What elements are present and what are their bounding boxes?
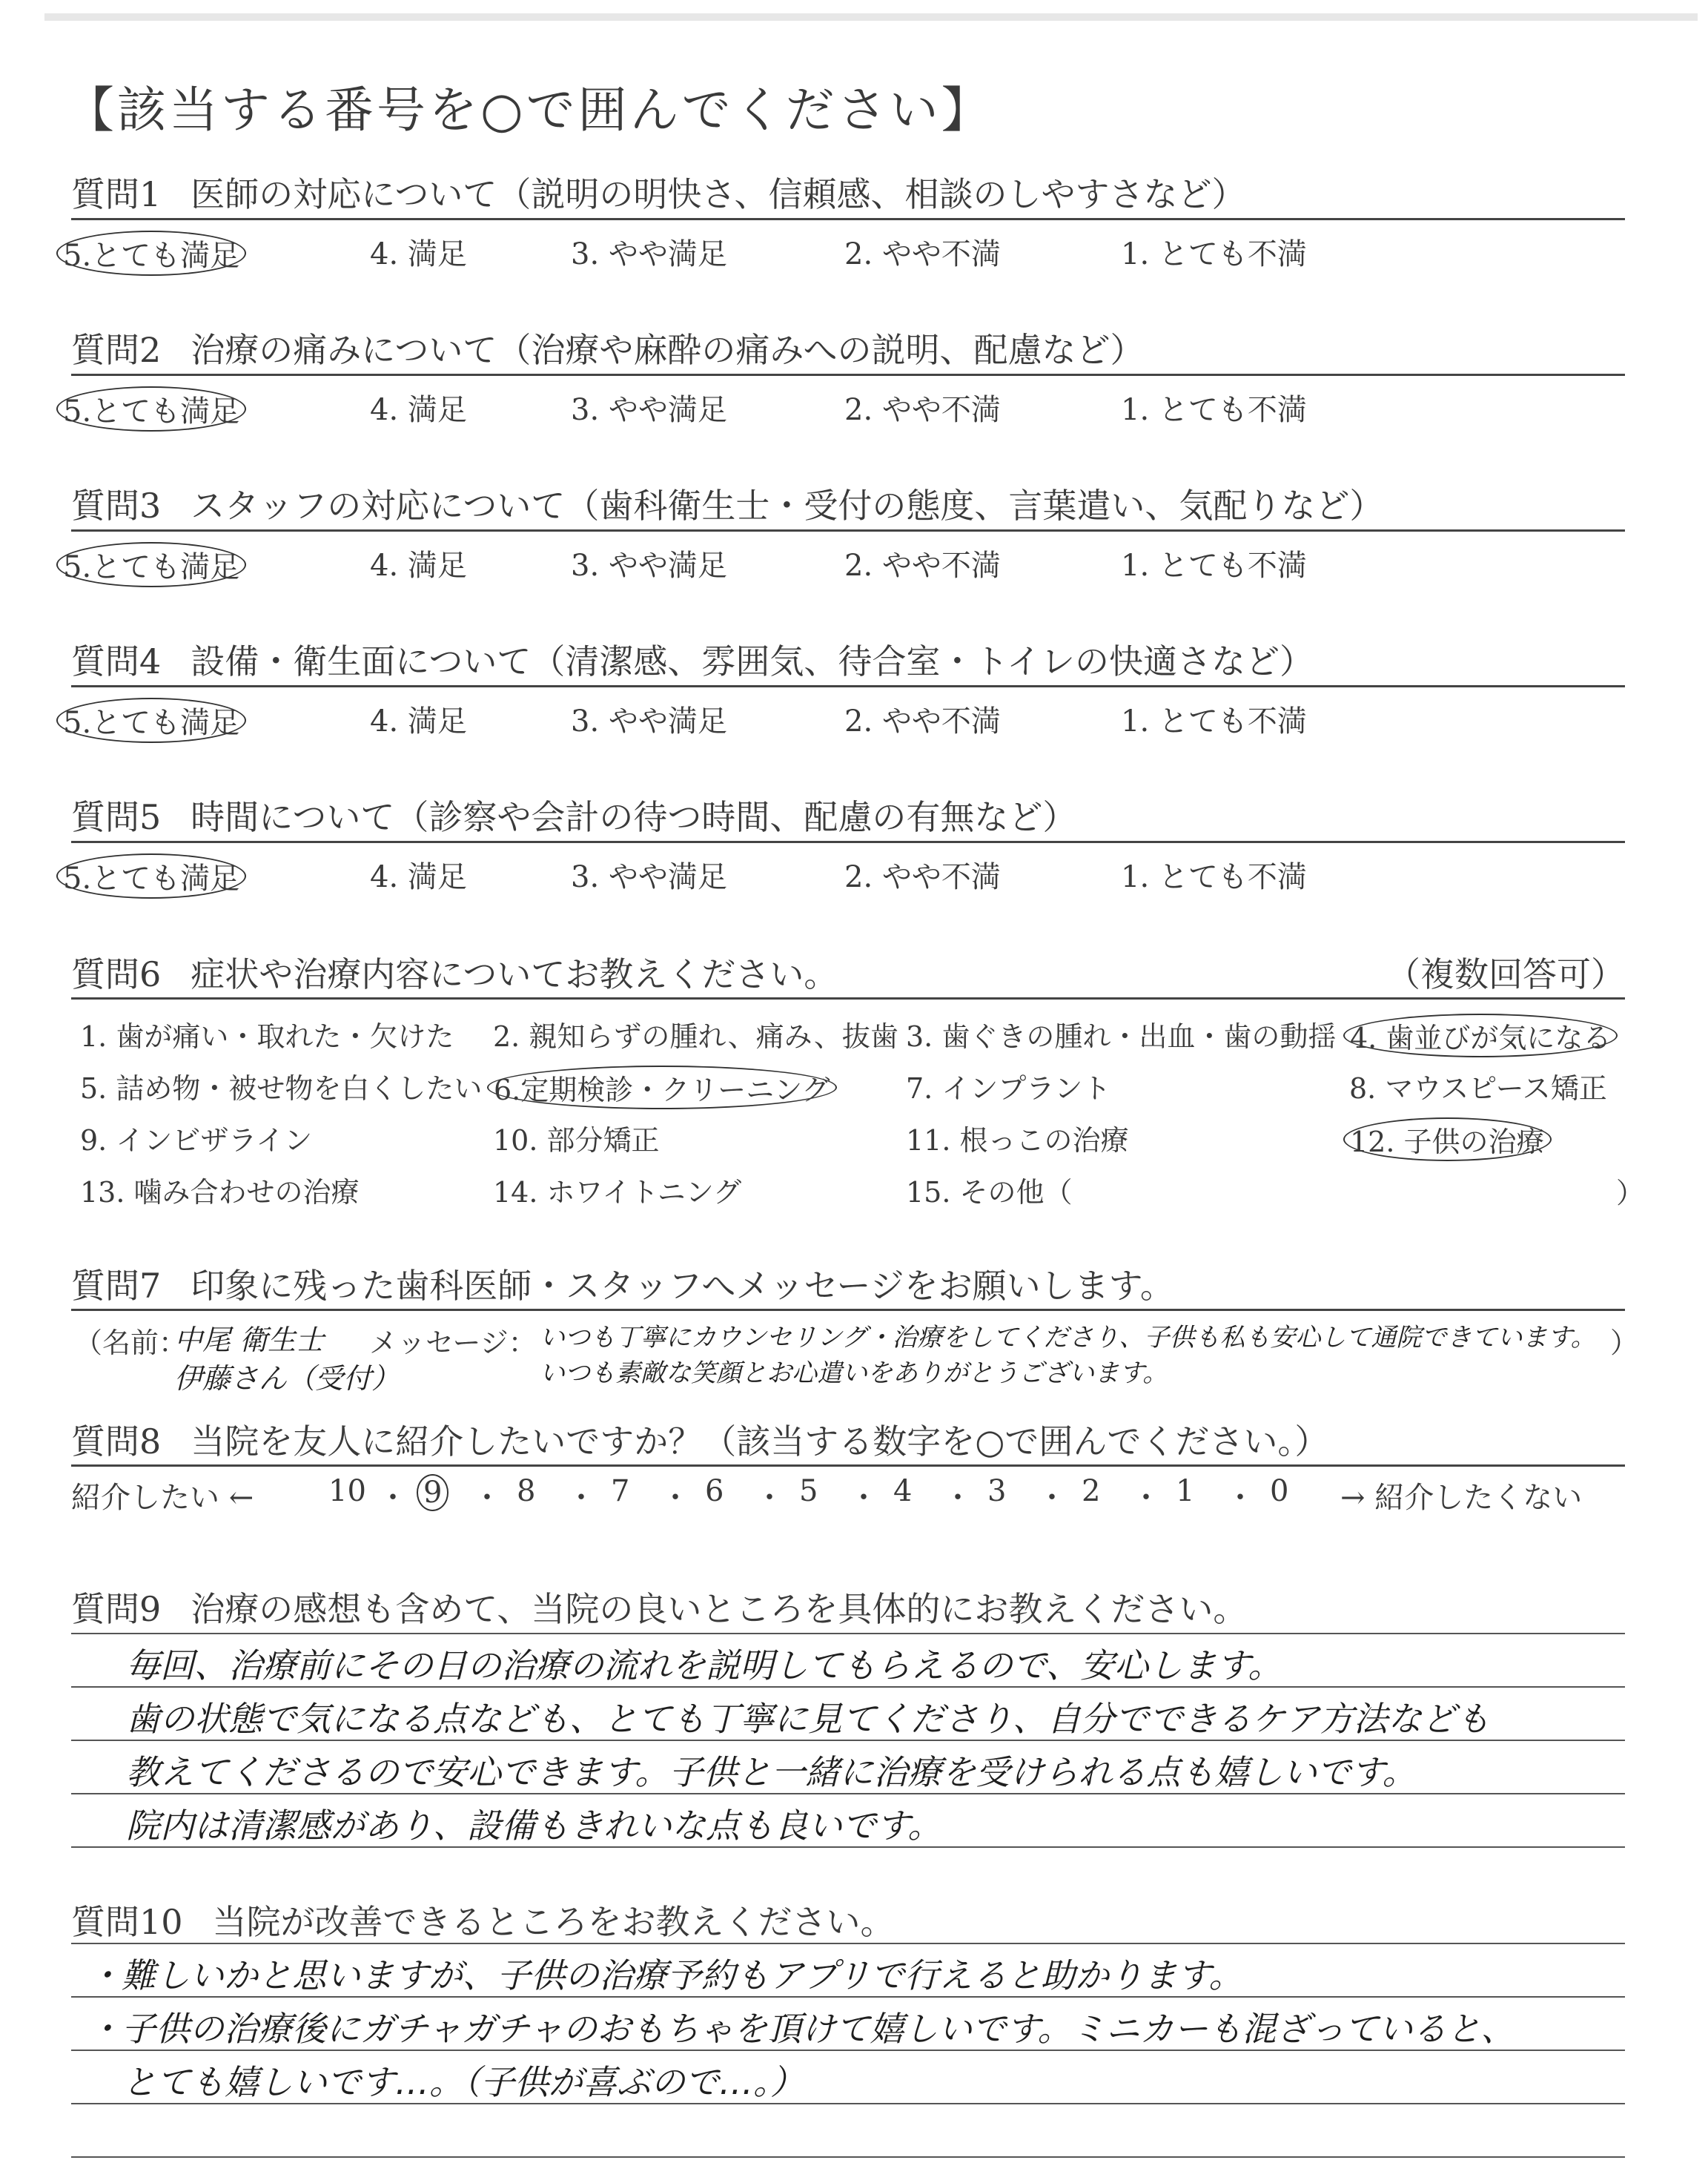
q5-option-5[interactable]: 5.とても満足 — [56, 853, 246, 899]
q7-heading — [71, 1259, 1174, 1308]
q6-option-6[interactable]: 6.定期検診・クリーニング — [487, 1066, 837, 1109]
q9-heading — [71, 1582, 1247, 1631]
q6-option-3[interactable]: 3. 歯ぐきの腫れ・出血・歯の動揺 — [906, 1020, 1337, 1053]
q8-scale-separator: ・ — [566, 1481, 596, 1515]
q7-number: 質問7 — [71, 1266, 162, 1306]
q9-ruled-line — [71, 1740, 1625, 1741]
q8-scale-separator: ・ — [661, 1481, 690, 1515]
q8-scale-6[interactable]: 6 — [705, 1474, 724, 1508]
q4-option-4[interactable]: 4. 満足 — [370, 704, 467, 739]
q6-option-4[interactable]: 4. 歯並びが気になる — [1343, 1014, 1618, 1057]
q1-heading — [71, 168, 1246, 217]
q5-option-1[interactable]: 1. とても不満 — [1121, 860, 1307, 894]
q10-ruled-line — [71, 1996, 1625, 1998]
q5-option-4[interactable]: 4. 満足 — [370, 860, 467, 894]
q7-message-label: メッセージ： — [369, 1327, 537, 1359]
q10-ruled-line — [71, 2103, 1625, 2104]
q6-option-1[interactable]: 1. 歯が痛い・取れた・欠けた — [80, 1020, 454, 1053]
q1-rule — [71, 218, 1625, 220]
q8-scale-separator: ・ — [1225, 1481, 1255, 1515]
q3-rule — [71, 529, 1625, 532]
q8-scale-8[interactable]: 8 — [517, 1474, 536, 1508]
q8-scale-1[interactable]: 1 — [1176, 1474, 1195, 1508]
q6-option-13[interactable]: 13. 噛み合わせの治療 — [80, 1176, 360, 1209]
q8-scale-7[interactable]: 7 — [611, 1474, 630, 1508]
q5-option-2[interactable]: 2. やや不満 — [844, 860, 1001, 894]
q3-heading — [71, 479, 1383, 528]
q2-text: 治療の痛みについて（治療や麻酔の痛みへの説明、配慮など） — [191, 330, 1145, 370]
q8-heading — [71, 1415, 1328, 1464]
q6-heading — [71, 948, 838, 997]
q7-message-2: いつも素敵な笑顔とお心遣いをありがとうございます。 — [540, 1358, 1168, 1388]
q1-option-5[interactable]: 5.とても満足 — [56, 231, 246, 276]
q3-option-5[interactable]: 5.とても満足 — [56, 542, 246, 587]
q8-text: 当院を友人に紹介したいですか？（該当する数字を○で囲んでください。） — [191, 1421, 1329, 1462]
q6-option-8[interactable]: 8. マウスピース矯正 — [1349, 1072, 1607, 1105]
q8-scale-separator: ・ — [943, 1481, 973, 1515]
q7-message-1: いつも丁寧にカウンセリング・治療をしてくださり、子供も私も安心して通院できています。 — [540, 1323, 1596, 1353]
q8-rule — [71, 1464, 1625, 1467]
q7-close-paren: ） — [1610, 1327, 1639, 1359]
q6-number: 質問6 — [71, 954, 162, 994]
q8-number: 質問8 — [71, 1421, 162, 1462]
q3-option-4[interactable]: 4. 満足 — [370, 549, 467, 583]
q9-ruled-line — [71, 1686, 1625, 1688]
q2-option-2[interactable]: 2. やや不満 — [844, 393, 1001, 427]
q9-answer-line-4: 院内は清潔感があり、設備もきれいな点も良いです。 — [126, 1806, 942, 1846]
q8-scale-5[interactable]: 5 — [799, 1474, 818, 1508]
q4-number: 質問4 — [71, 641, 162, 681]
q8-scale-separator: ・ — [1037, 1481, 1067, 1515]
page-top-edge — [44, 13, 1698, 21]
q8-scale-separator: ・ — [1131, 1481, 1161, 1515]
q9-answer-line-1: 毎回、治療前にその日の治療の流れを説明してもらえるので、安心します。 — [126, 1645, 1282, 1685]
q1-option-2[interactable]: 2. やや不満 — [844, 237, 1001, 271]
q8-scale-0[interactable]: 0 — [1270, 1474, 1289, 1508]
q2-options — [62, 386, 1619, 431]
q4-option-5[interactable]: 5.とても満足 — [56, 698, 246, 743]
q9-ruled-line — [71, 1633, 1625, 1634]
q9-ruled-line — [71, 1846, 1625, 1848]
q7-name-label: （名前： — [74, 1327, 188, 1359]
q4-option-2[interactable]: 2. やや不満 — [844, 704, 1001, 739]
q10-number: 質問10 — [71, 1902, 183, 1942]
q10-text: 当院が改善できるところをお教えください。 — [212, 1902, 895, 1942]
q10-heading — [71, 1895, 895, 1944]
q10-ruled-line — [71, 2156, 1625, 2158]
q2-number: 質問2 — [71, 330, 162, 370]
q6-option-9[interactable]: 9. インビザライン — [80, 1124, 313, 1157]
q1-text: 医師の対応について（説明の明快さ、信頼感、相談のしやすさなど） — [191, 174, 1246, 214]
q5-number: 質問5 — [71, 797, 162, 837]
q7-rule — [71, 1309, 1625, 1311]
q10-ruled-line — [71, 1943, 1625, 1944]
q8-scale-9[interactable]: 9 — [417, 1474, 448, 1511]
q5-text: 時間について（診察や会計の待つ時間、配慮の有無など） — [191, 797, 1077, 837]
q8-scale-2[interactable]: 2 — [1082, 1474, 1101, 1508]
q10-answer-line-3: とても嬉しいです…。（子供が喜ぶので…。） — [122, 2062, 804, 2102]
q6-option-7[interactable]: 7. インプラント — [906, 1072, 1111, 1105]
q1-option-1[interactable]: 1. とても不満 — [1121, 237, 1307, 271]
q3-options — [62, 542, 1619, 587]
q6-option-14[interactable]: 14. ホワイトニング — [493, 1176, 742, 1209]
q1-options — [62, 231, 1619, 275]
q6-option-2[interactable]: 2. 親知らずの腫れ、痛み、抜歯 — [493, 1020, 898, 1053]
q8-scale-10[interactable]: 10 — [328, 1474, 366, 1508]
q5-option-3[interactable]: 3. やや満足 — [571, 860, 727, 894]
q4-rule — [71, 685, 1625, 687]
q9-text: 治療の感想も含めて、当院の良いところを具体的にお教えください。 — [191, 1589, 1248, 1629]
q1-option-4[interactable]: 4. 満足 — [370, 237, 467, 271]
form-instruction-title: 【該当する番号を○で囲んでください】 — [65, 82, 993, 139]
q5-rule — [71, 841, 1625, 843]
q4-text: 設備・衛生面について（清潔感、雰囲気、待合室・トイレの快適さなど） — [191, 641, 1314, 681]
q3-option-1[interactable]: 1. とても不満 — [1121, 549, 1307, 583]
q7-text: 印象に残った歯科医師・スタッフへメッセージをお願いします。 — [191, 1266, 1174, 1306]
q6-rule — [71, 997, 1625, 1000]
q10-answer-line-1: ・難しいかと思いますが、子供の治療予約もアプリで行えると助かります。 — [87, 1955, 1243, 1995]
q2-heading — [71, 323, 1144, 372]
q6-multiple-note: （複数回答可） — [1386, 954, 1625, 994]
q8-scale-separator: ・ — [849, 1481, 878, 1515]
q8-left-label: 紹介したい ← — [71, 1481, 254, 1515]
q3-number: 質問3 — [71, 486, 162, 526]
q7-name-1: 中尾 衛生士 — [174, 1324, 325, 1356]
q8-scale-separator: ・ — [755, 1481, 784, 1515]
q10-answer-line-2: ・子供の治療後にガチャガチャのおもちゃを頂けて嬉しいです。ミニカーも混ざっていると、 — [87, 2009, 1515, 2049]
q4-heading — [71, 635, 1314, 684]
q5-options — [62, 853, 1619, 898]
q2-rule — [71, 374, 1625, 376]
q9-ruled-line — [71, 1793, 1625, 1794]
q2-option-3[interactable]: 3. やや満足 — [571, 393, 727, 427]
q6-option-15[interactable]: 15. その他（ — [906, 1176, 1073, 1209]
q6-option-10[interactable]: 10. 部分矯正 — [493, 1124, 660, 1157]
q4-option-3[interactable]: 3. やや満足 — [571, 704, 727, 739]
q7-name-2: 伊藤さん（受付） — [174, 1362, 400, 1395]
q2-option-1[interactable]: 1. とても不満 — [1121, 393, 1307, 427]
q10-ruled-line — [71, 2050, 1625, 2051]
q6-option-12[interactable]: 12. 子供の治療 — [1343, 1117, 1552, 1161]
q9-answer-line-2: 歯の状態で気になる点なども、とても丁寧に見てくださり、自分でできるケア方法なども — [126, 1699, 1490, 1739]
q3-text: スタッフの対応について（歯科衛生士・受付の態度、言葉遣い、気配りなど） — [191, 486, 1384, 526]
q1-option-3[interactable]: 3. やや満足 — [571, 237, 727, 271]
q4-option-1[interactable]: 1. とても不満 — [1121, 704, 1307, 739]
q2-option-5[interactable]: 5.とても満足 — [56, 386, 246, 432]
q4-options — [62, 698, 1619, 742]
q8-scale-separator: ・ — [472, 1481, 502, 1515]
q8-scale-4[interactable]: 4 — [893, 1474, 913, 1508]
q9-answer-line-3: 教えてくださるので安心できます。子供と一緒に治療を受けられる点も嬉しいです。 — [126, 1752, 1417, 1792]
q2-option-4[interactable]: 4. 満足 — [370, 393, 467, 427]
q6-text: 症状や治療内容についてお教えください。 — [191, 954, 838, 994]
q6-other-close-paren: ） — [1616, 1177, 1645, 1209]
q3-option-2[interactable]: 2. やや不満 — [844, 549, 1001, 583]
q6-option-5[interactable]: 5. 詰め物・被せ物を白くしたい — [80, 1072, 483, 1105]
q5-heading — [71, 790, 1076, 839]
q8-scale-separator: ・ — [378, 1481, 408, 1515]
q6-option-11[interactable]: 11. 根っこの治療 — [906, 1124, 1129, 1157]
q8-scale-3[interactable]: 3 — [987, 1474, 1007, 1508]
q1-number: 質問1 — [71, 174, 162, 214]
q9-number: 質問9 — [71, 1589, 162, 1629]
q3-option-3[interactable]: 3. やや満足 — [571, 549, 727, 583]
q8-right-label: → 紹介したくない — [1340, 1481, 1583, 1515]
